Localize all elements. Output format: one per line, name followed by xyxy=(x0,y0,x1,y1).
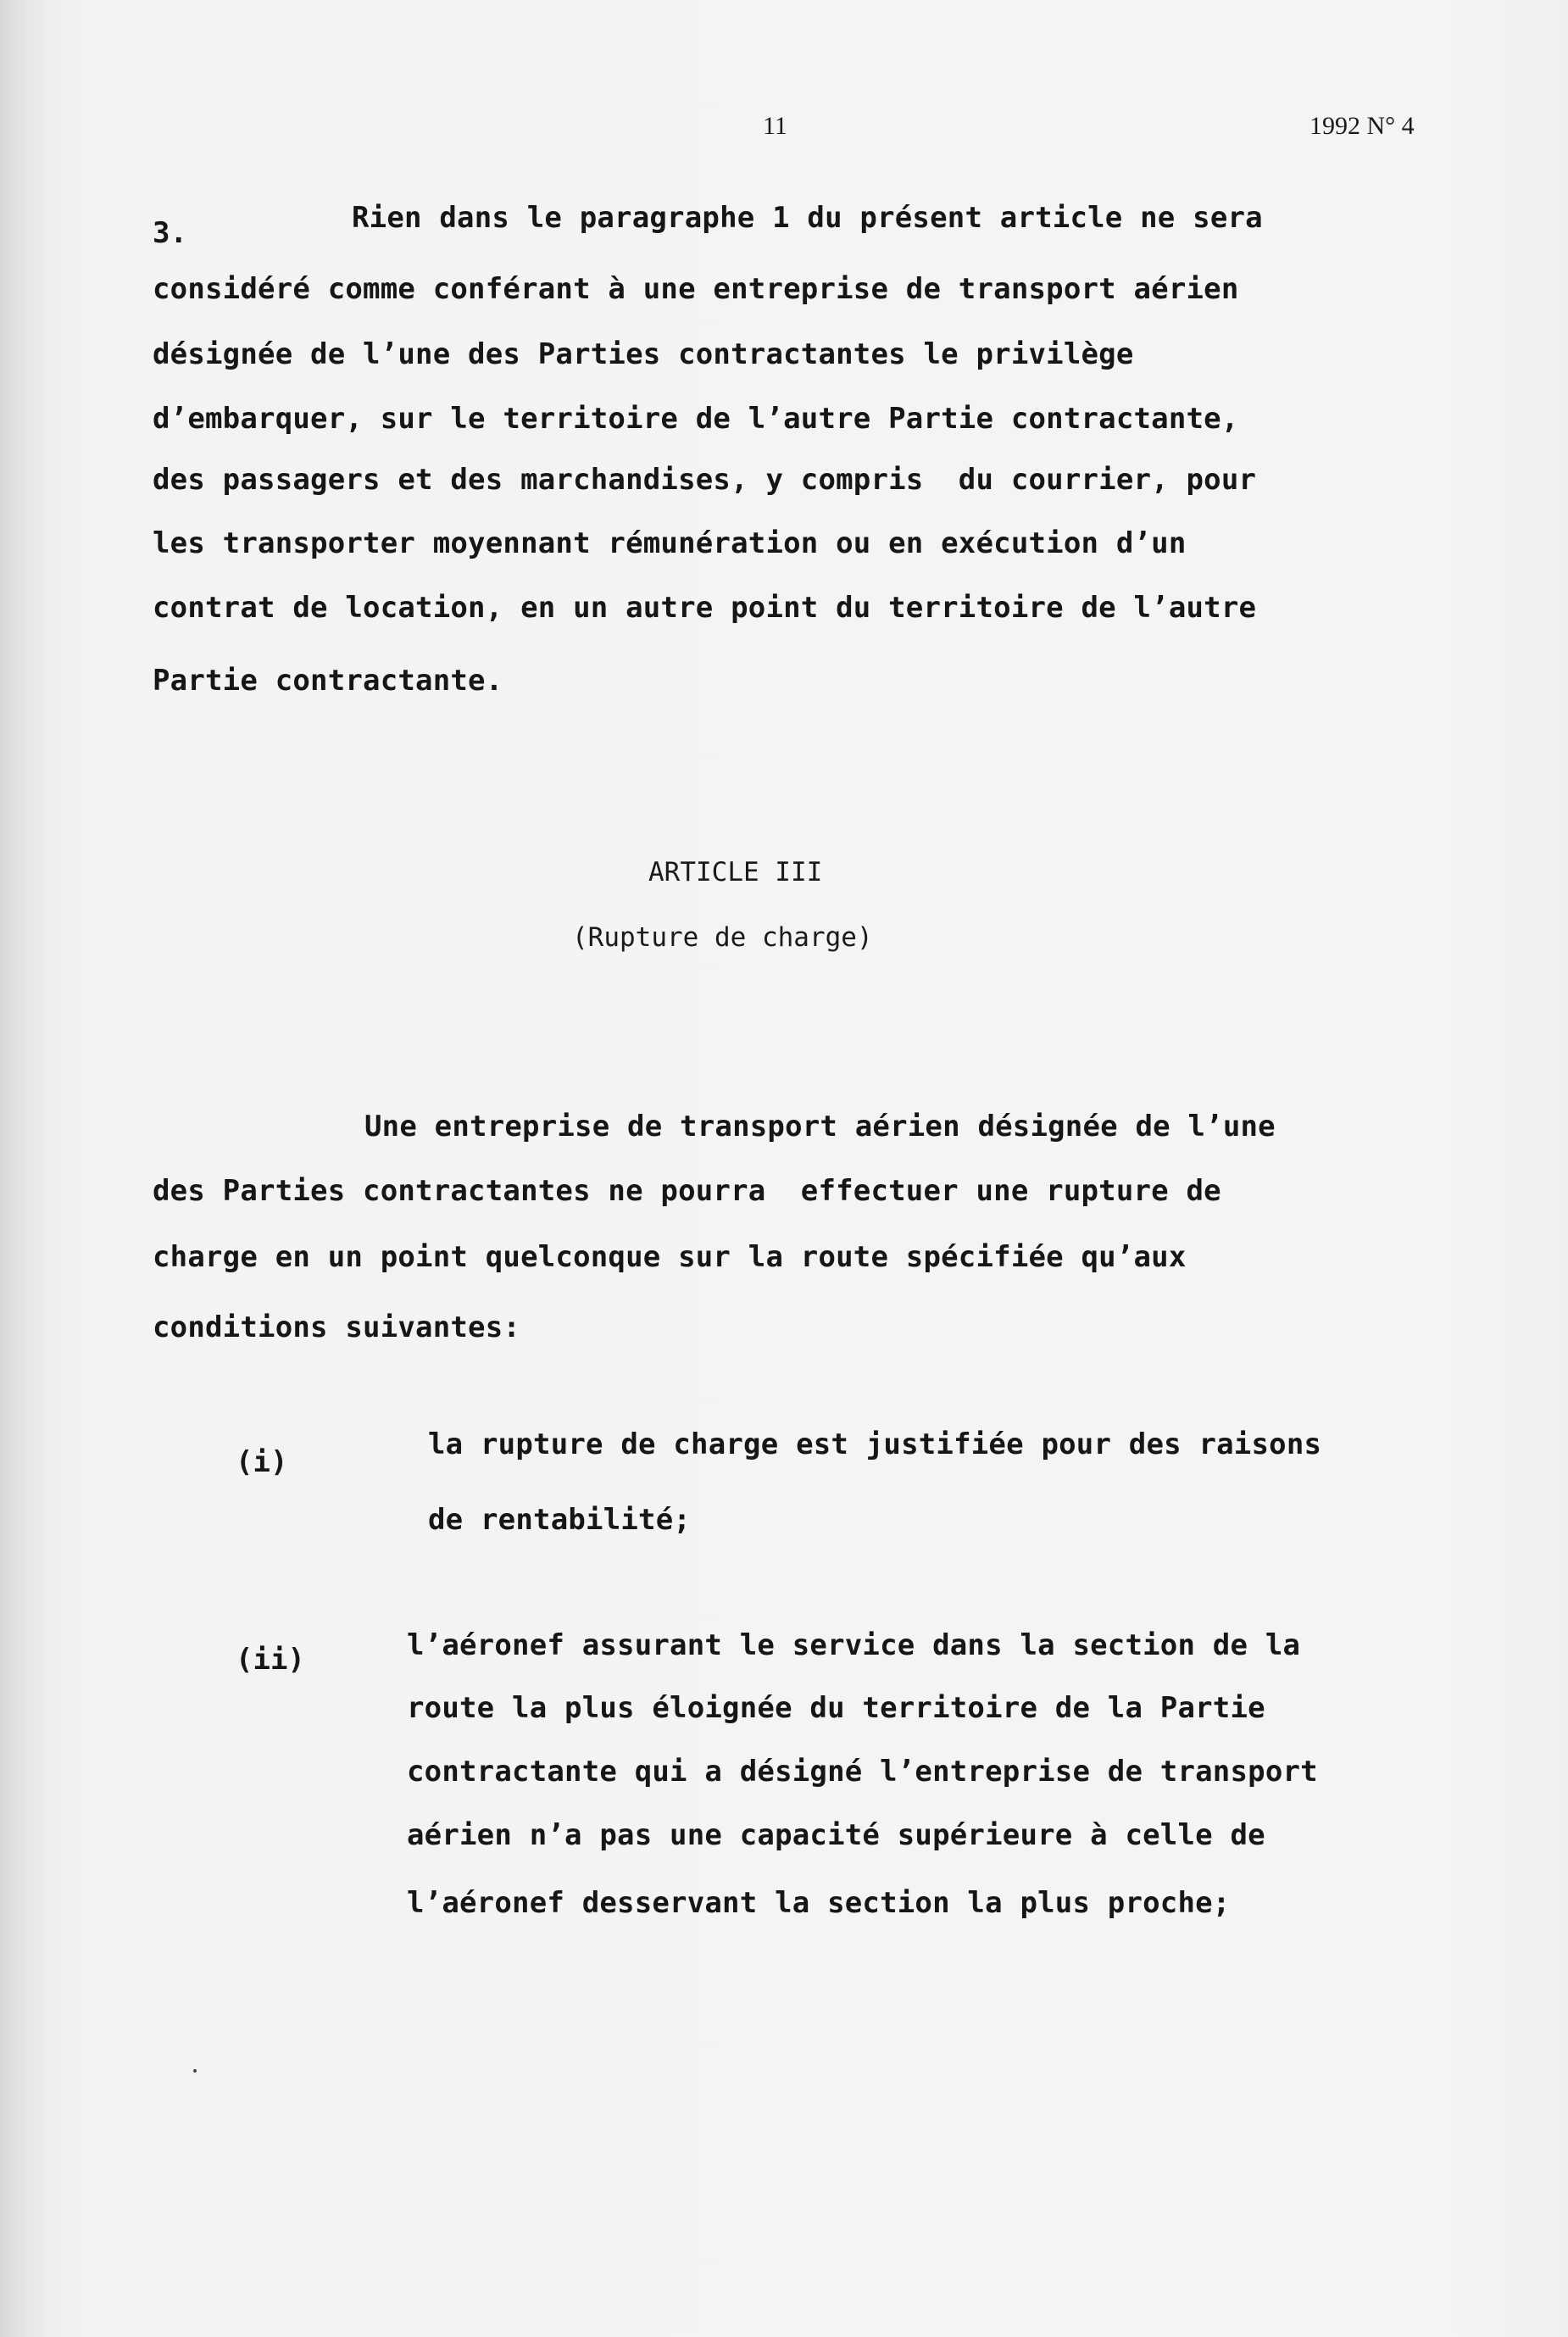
condition-line: route la plus éloignée du territoire de la Partie xyxy=(407,1691,1265,1725)
paragraph-line: Partie contractante. xyxy=(153,664,503,698)
paragraph-number: 3. xyxy=(153,216,187,250)
paragraph-line: contrat de location, en un autre point du territoire de l’autre xyxy=(153,591,1257,625)
paragraph-line: charge en un point quelconque sur la route spécifiée qu’aux xyxy=(153,1240,1187,1274)
article-title: ARTICLE III xyxy=(648,857,823,888)
condition-marker: (i) xyxy=(236,1445,288,1479)
paragraph-line: des passagers et des marchandises, y compris du courrier, pour xyxy=(153,463,1257,497)
condition-line: la rupture de charge est justifiée pour des raisons xyxy=(428,1427,1322,1461)
condition-line: de rentabilité; xyxy=(428,1503,692,1537)
condition-line: l’aéronef desservant la section la plus proche; xyxy=(407,1886,1231,1920)
condition-line: contractante qui a désigné l’entreprise de transport xyxy=(407,1755,1318,1789)
page-number: 11 xyxy=(763,112,787,140)
page-scan-edge xyxy=(0,0,51,2337)
paragraph-line: désignée de l’une des Parties contractantes le privilège xyxy=(153,337,1134,371)
paragraph-line: les transporter moyennant rémunération ou en exécution d’un xyxy=(153,526,1187,560)
paragraph-line: conditions suivantes: xyxy=(153,1310,521,1344)
stray-mark xyxy=(193,2069,197,2073)
article-subtitle: (Rupture de charge) xyxy=(572,922,873,953)
paragraph-line: Rien dans le paragraphe 1 du présent article ne sera xyxy=(352,201,1263,235)
document-reference: 1992 N° 4 xyxy=(1309,112,1415,140)
paragraph-line: d’embarquer, sur le territoire de l’autre Partie contractante, xyxy=(153,402,1239,436)
paragraph-line: considéré comme conférant à une entreprise de transport aérien xyxy=(153,272,1239,306)
condition-marker: (ii) xyxy=(236,1643,305,1677)
paragraph-line: des Parties contractantes ne pourra effectuer une rupture de xyxy=(153,1174,1221,1208)
paragraph-line: Une entreprise de transport aérien désignée de l’une xyxy=(364,1110,1276,1143)
condition-line: aérien n’a pas une capacité supérieure à celle de xyxy=(407,1818,1265,1852)
condition-line: l’aéronef assurant le service dans la section de la xyxy=(407,1628,1301,1662)
